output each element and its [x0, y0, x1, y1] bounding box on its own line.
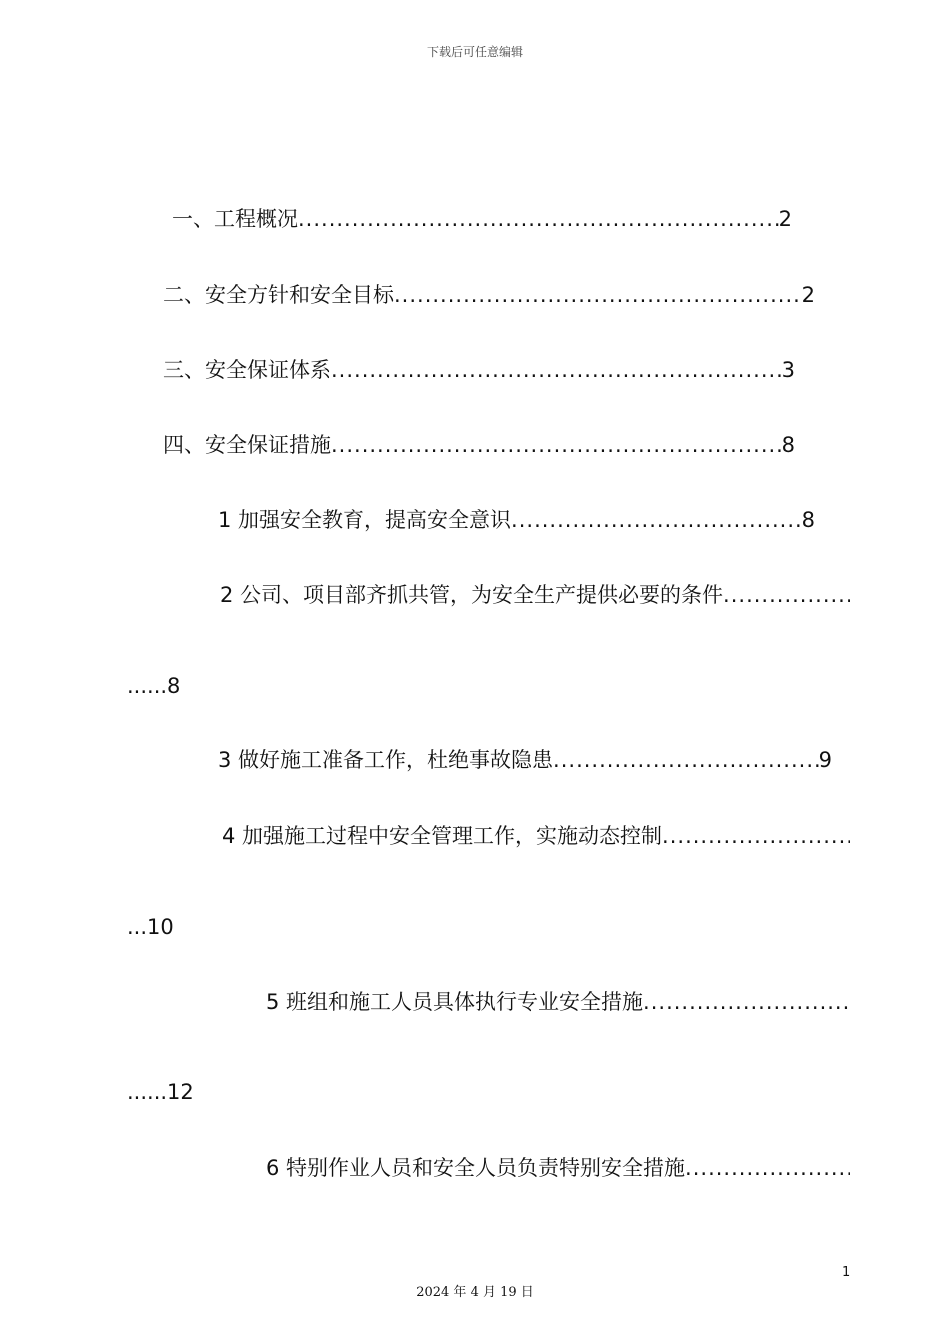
toc-entry-7[interactable]: [218, 746, 832, 774]
toc-leader: [511, 506, 802, 534]
toc-page: 2: [801, 283, 815, 307]
toc-leader: [553, 746, 819, 774]
toc-entry-10[interactable]: [266, 1154, 850, 1182]
toc-title: 二、安全方针和安全目标: [163, 283, 394, 307]
toc-entry-1[interactable]: [172, 205, 792, 233]
toc-leader: [643, 988, 850, 1016]
toc-entry-3[interactable]: [163, 356, 795, 384]
toc-title: 2 公司、项目部齐抓共管，为安全生产提供必要的条件: [220, 583, 724, 607]
toc-title: 三、安全保证体系: [163, 358, 331, 382]
toc-entry-9-continuation: ......12: [127, 1080, 194, 1104]
toc-leader: [298, 205, 779, 233]
page-footer-date: 2024 年 4 月 19 日: [416, 1285, 534, 1300]
toc-page: 8: [801, 508, 815, 532]
toc-leader: [685, 1154, 850, 1182]
toc-entry-8[interactable]: [222, 822, 850, 850]
toc-entry-6-continuation: ......8: [127, 674, 181, 698]
toc-leader: [662, 822, 850, 850]
toc-leader: [331, 431, 782, 459]
page-header: 下载后可任意编辑: [426, 45, 523, 59]
page-number: 1: [842, 1265, 851, 1280]
toc-leader: [331, 356, 782, 384]
toc-page: 3: [781, 358, 795, 382]
toc-title: 1 加强安全教育，提高安全意识: [218, 508, 512, 532]
toc-entry-9[interactable]: [266, 988, 850, 1016]
toc-entry-5[interactable]: [218, 506, 815, 534]
toc-title: 一、工程概况: [172, 207, 298, 231]
toc-title: 5 班组和施工人员具体执行专业安全措施: [266, 990, 644, 1014]
toc-page: 2: [778, 207, 792, 231]
toc-title: 四、安全保证措施: [163, 433, 331, 457]
toc-leader: [723, 581, 850, 609]
toc-page: 8: [781, 433, 795, 457]
toc-leader: [394, 281, 802, 309]
toc-entry-8-continuation: ...10: [127, 915, 174, 939]
toc-title: 4 加强施工过程中安全管理工作，实施动态控制: [222, 824, 663, 848]
toc-entry-4[interactable]: [163, 431, 795, 459]
toc-title: 6 特别作业人员和安全人员负责特别安全措施: [266, 1156, 686, 1180]
toc-entry-2[interactable]: [163, 281, 815, 309]
toc-page: 9: [818, 748, 832, 772]
toc-entry-6[interactable]: [220, 581, 850, 609]
toc-title: 3 做好施工准备工作，杜绝事故隐患: [218, 748, 554, 772]
